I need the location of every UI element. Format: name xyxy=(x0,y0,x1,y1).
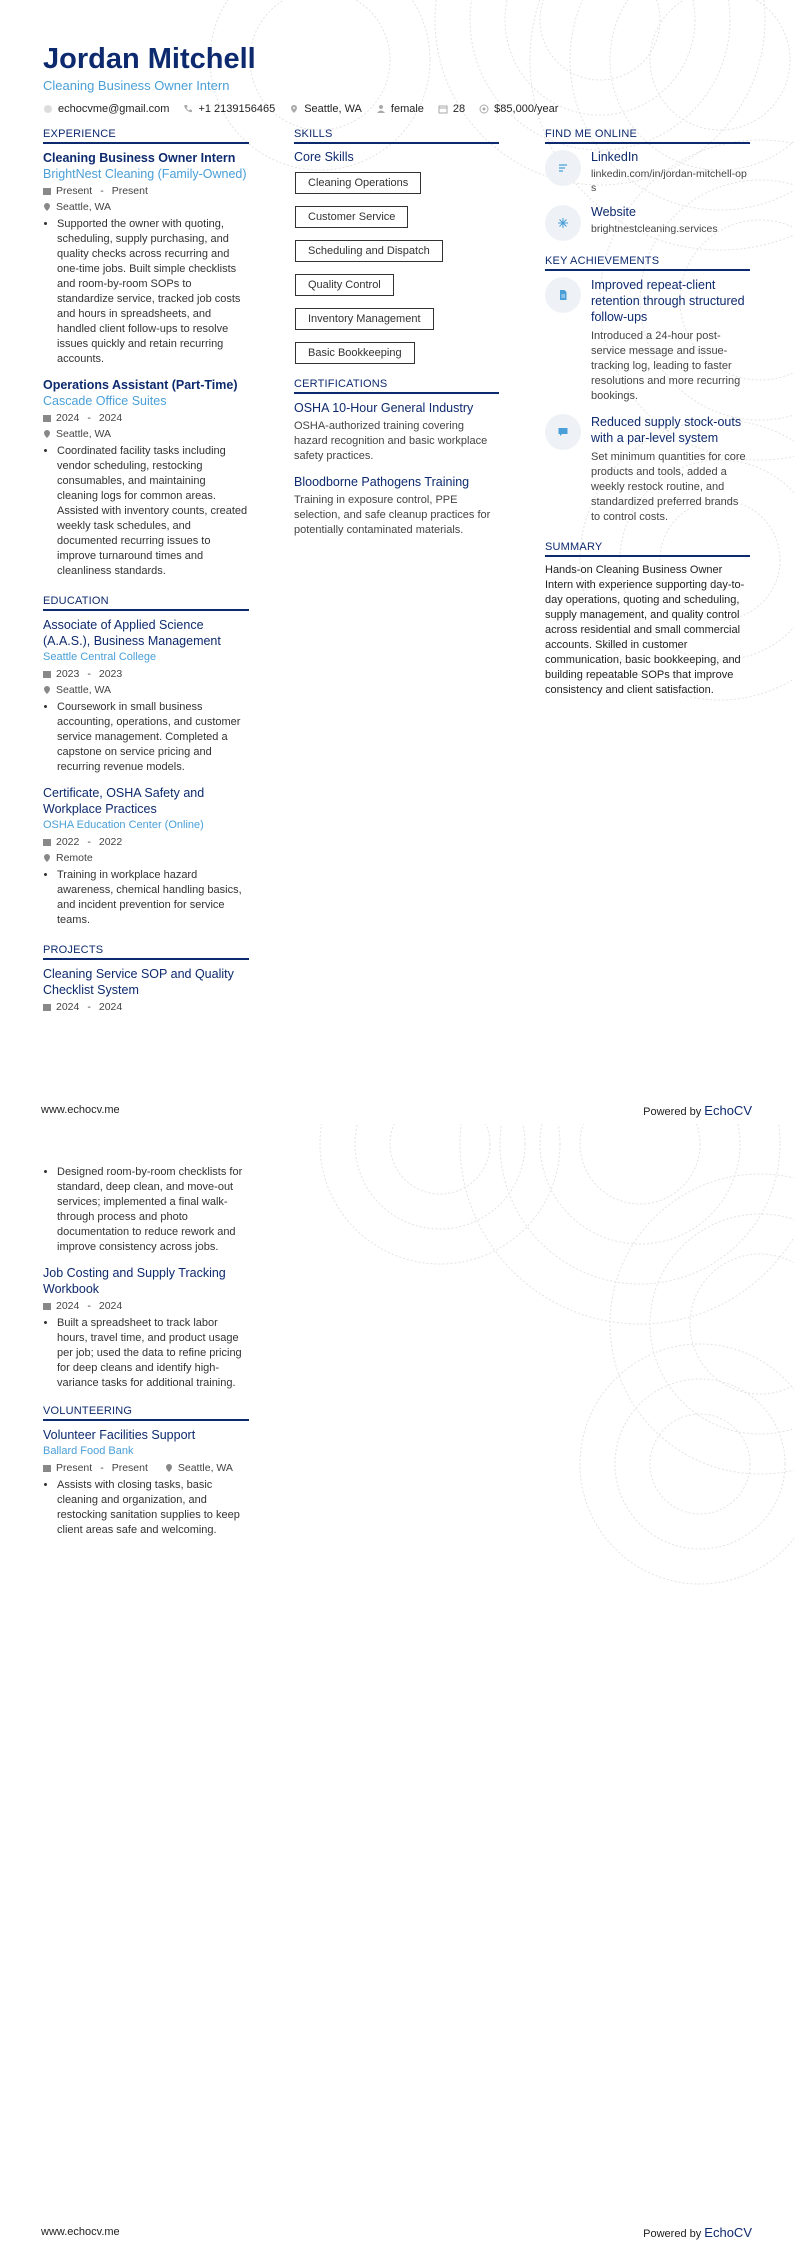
bullet-item: • Assists with closing tasks, basic cleaning and organization, and restocking sanitation supplies to keep client areas safe and welcoming. xyxy=(57,1478,249,1538)
calendar-icon xyxy=(43,670,51,678)
contact-email[interactable]: echocvme@gmail.com xyxy=(43,103,169,115)
skills-heading: SKILLS xyxy=(294,128,499,144)
summary-text: Hands-on Cleaning Business Owner Intern with experience supporting day-to-day operations, quoting and scheduling, supply management, and quality control across residential and small commercial accounts. Skilled in customer communication, basic bookkeeping, and building repeatable SOPs that improve consistency and client satisfaction. xyxy=(545,564,745,696)
bullet-item: • Coordinated facility tasks including vendor scheduling, restocking consumables, and maintaining cleaning logs for common areas. Assisted with inventory counts, created weekly task schedules, and documented recurring issues to improve turnaround times and cleanliness standards. xyxy=(57,444,249,579)
achievement-item xyxy=(545,414,750,525)
person-icon xyxy=(376,104,386,114)
calendar-icon xyxy=(438,104,448,114)
achievement-description: Set minimum quantities for core products and tools, added a weekly restock routine, and standardized preferred brands to control costs. xyxy=(591,451,746,523)
project-entry xyxy=(43,966,249,1014)
skill-chip-list xyxy=(294,168,499,372)
phone-icon xyxy=(183,104,193,114)
calendar-icon xyxy=(43,1464,51,1472)
link-url[interactable]: brightnestcleaning.services xyxy=(591,223,718,235)
resume-header xyxy=(43,42,763,115)
left-column xyxy=(43,1162,249,1548)
achievement-title: Improved repeat-client retention through structured follow-ups xyxy=(591,278,745,324)
education-entry xyxy=(43,785,249,928)
experience-entry xyxy=(43,377,249,579)
certification-name: Bloodborne Pathogens Training xyxy=(294,475,470,489)
skill-chip: Inventory Management xyxy=(295,308,434,330)
email-icon xyxy=(43,104,53,114)
skill-chip: Cleaning Operations xyxy=(295,172,421,194)
bullet-list xyxy=(43,868,249,928)
bullet-item: • Training in workplace hazard awareness, chemical handling basics, and incident prevention for service teams. xyxy=(57,868,249,928)
bullet-item: • Coursework in small business accounting, operations, and customer service management. Completed a capstone on service pricing and recurring revenue models. xyxy=(57,700,249,775)
school-name: Seattle Central College xyxy=(43,651,157,663)
date-range: 2024 - 2024 xyxy=(43,1299,249,1313)
achievements-heading: KEY ACHIEVEMENTS xyxy=(545,255,750,271)
calendar-icon xyxy=(43,414,51,422)
calendar-icon xyxy=(43,1302,51,1310)
link-website[interactable] xyxy=(545,205,750,241)
link-label: Website xyxy=(591,205,636,219)
location: Seattle, WA xyxy=(43,427,249,441)
experience-heading: EXPERIENCE xyxy=(43,128,249,144)
school-name: OSHA Education Center (Online) xyxy=(43,819,204,831)
right-column xyxy=(545,128,750,698)
candidate-title: Cleaning Business Owner Intern xyxy=(43,78,230,93)
certification-entry xyxy=(294,400,499,464)
bullet-item: • Designed room-by-room checklists for standard, deep clean, and move-out services; implemented a final walk-through process and photo documentation to reduce rework and improve consistency across jobs. xyxy=(57,1165,249,1255)
date-and-location: Present - Present Seattle, WA xyxy=(43,1461,249,1475)
certifications-heading: CERTIFICATIONS xyxy=(294,378,499,394)
location: Seattle, WA xyxy=(43,200,249,214)
bullet-list xyxy=(43,700,249,775)
project-title: Cleaning Service SOP and Quality Checklist System xyxy=(43,967,234,997)
certification-name: OSHA 10-Hour General Industry xyxy=(294,401,474,415)
achievement-title: Reduced supply stock-outs with a par-level system xyxy=(591,415,742,445)
degree: Associate of Applied Science (A.A.S.), Business Management xyxy=(43,618,221,648)
volunteering-entry xyxy=(43,1427,249,1538)
bullet-item: • Supported the owner with quoting, scheduling, supply purchasing, and quality checks across recurring and one-time jobs. Built simple checklists and room-by-room SOPs to standardize service, tracked job costs and hours in spreadsheets, and handled client follow-ups to resolve issues quickly and retain recurring accounts. xyxy=(57,217,249,367)
certification-description: OSHA-authorized training covering hazard recognition and basic workplace safety practices. xyxy=(294,420,488,462)
organization-name: Ballard Food Bank xyxy=(43,1445,134,1457)
experience-entry xyxy=(43,150,249,367)
bullet-list xyxy=(43,1478,249,1538)
calendar-icon xyxy=(43,838,51,846)
education-heading: EDUCATION xyxy=(43,595,249,611)
certification-description: Training in exposure control, PPE selection, and safe cleanup practices for potentially contaminated materials. xyxy=(294,494,491,536)
skill-chip: Customer Service xyxy=(295,206,408,228)
chat-icon xyxy=(545,414,581,450)
certification-entry xyxy=(294,474,499,538)
echocv-brand[interactable]: EchoCV xyxy=(704,1103,752,1118)
location-pin-icon xyxy=(289,104,299,114)
link-linkedin[interactable] xyxy=(545,150,750,195)
location: Seattle, WA xyxy=(43,683,249,697)
skill-chip: Scheduling and Dispatch xyxy=(295,240,443,262)
calendar-icon xyxy=(43,1003,51,1011)
summary-heading: SUMMARY xyxy=(545,541,750,557)
contact-bar xyxy=(43,103,763,115)
projects-heading: PROJECTS xyxy=(43,944,249,960)
contact-age: 28 xyxy=(438,103,465,115)
bullet-item: • Built a spreadsheet to track labor hours, travel time, and product usage per job; used the data to refine pricing for deep cleans and identify high-variance tasks for additional training. xyxy=(57,1316,249,1391)
achievement-item xyxy=(545,277,750,404)
candidate-name: Jordan Mitchell xyxy=(43,43,256,75)
location-pin-icon xyxy=(43,854,51,862)
footer-powered-by: Powered by EchoCV xyxy=(643,2225,752,2240)
echocv-brand[interactable]: EchoCV xyxy=(704,2225,752,2240)
bullet-list xyxy=(43,444,249,579)
link-label: LinkedIn xyxy=(591,150,639,164)
degree: Certificate, OSHA Safety and Workplace Practices xyxy=(43,786,205,816)
footer-site[interactable]: www.echocv.me xyxy=(41,1104,120,1116)
company-name: Cascade Office Suites xyxy=(43,394,167,408)
website-icon xyxy=(545,205,581,241)
contact-location: Seattle, WA xyxy=(289,103,362,115)
contact-gender: female xyxy=(376,103,424,115)
achievement-description: Introduced a 24-hour post-service message and issue-tracking log, leading to faster resolutions and more recurring bookings. xyxy=(591,330,741,402)
resume-page-2 xyxy=(0,1124,794,2246)
contact-salary: $85,000/year xyxy=(479,103,558,115)
left-column xyxy=(43,128,249,1024)
date-range: Present - Present xyxy=(43,184,249,198)
contact-phone[interactable]: +1 2139156465 xyxy=(183,103,275,115)
project-entry xyxy=(43,1265,249,1391)
date-range: 2024 - 2024 xyxy=(43,1000,249,1014)
salary-icon xyxy=(479,104,489,114)
job-title: Cleaning Business Owner Intern xyxy=(43,151,236,165)
location-pin-icon xyxy=(43,430,51,438)
skill-group-title: Core Skills xyxy=(294,150,354,164)
link-url[interactable]: linkedin.com/in/jordan-mitchell-ops xyxy=(591,168,747,194)
date-range: 2023 - 2023 xyxy=(43,667,249,681)
job-title: Operations Assistant (Part-Time) xyxy=(43,378,238,392)
project-entry-continued xyxy=(43,1165,249,1255)
education-entry xyxy=(43,617,249,775)
document-icon xyxy=(545,277,581,313)
footer-site[interactable]: www.echocv.me xyxy=(41,2226,120,2238)
bullet-list xyxy=(43,217,249,367)
skill-chip: Quality Control xyxy=(295,274,394,296)
calendar-icon xyxy=(43,187,51,195)
company-name: BrightNest Cleaning (Family-Owned) xyxy=(43,167,247,181)
date-range: 2022 - 2022 xyxy=(43,835,249,849)
middle-column xyxy=(294,128,499,548)
volunteer-role: Volunteer Facilities Support xyxy=(43,1428,196,1442)
linkedin-icon xyxy=(545,150,581,186)
bullet-list xyxy=(43,1165,249,1255)
date-range: 2024 - 2024 xyxy=(43,411,249,425)
bullet-list xyxy=(43,1316,249,1391)
location-pin-icon xyxy=(43,203,51,211)
location-pin-icon xyxy=(165,1464,173,1472)
volunteering-heading: VOLUNTEERING xyxy=(43,1405,249,1421)
footer-powered-by: Powered by EchoCV xyxy=(643,1103,752,1118)
location-pin-icon xyxy=(43,686,51,694)
find-me-heading: FIND ME ONLINE xyxy=(545,128,750,144)
project-title: Job Costing and Supply Tracking Workbook xyxy=(43,1266,226,1296)
skill-chip: Basic Bookkeeping xyxy=(295,342,415,364)
location: Remote xyxy=(43,851,249,865)
